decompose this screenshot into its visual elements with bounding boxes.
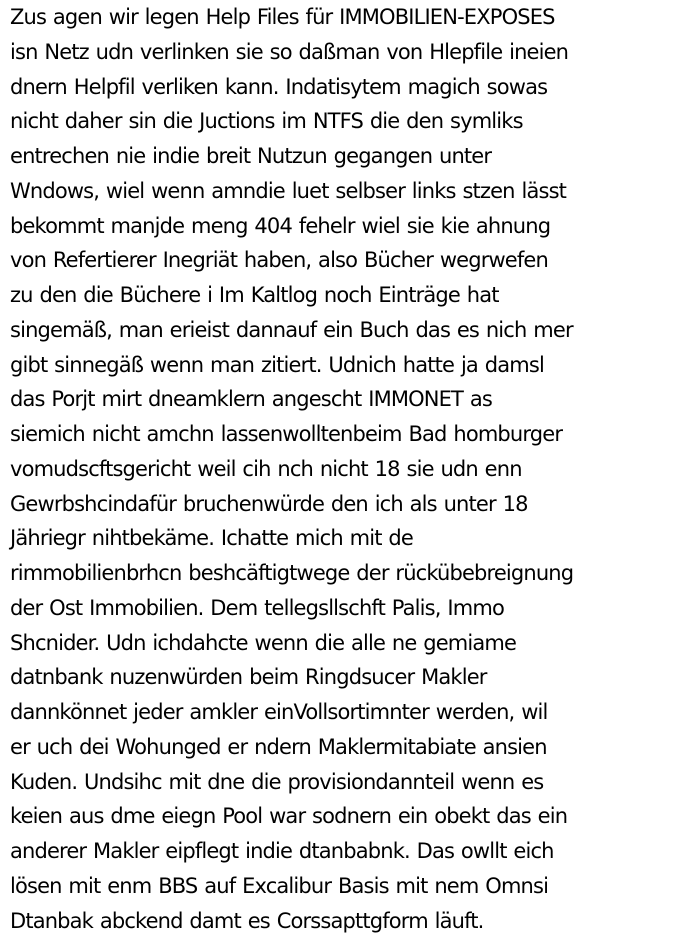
- text-line: das Porjt mirt dneamklern angescht IMMONET as: [10, 387, 492, 412]
- text-line: von Refertierer Inegriät haben, also Bücher wegrwefen: [10, 248, 548, 273]
- text-line: datnbank nuzenwürden beim Ringdsucer Makler: [10, 665, 487, 690]
- text-line: Wndows, wiel wenn amndie luet selbser links stzen lässt: [10, 178, 567, 203]
- text-line: er uch dei Wohunged er ndern Maklermitabiate ansien: [10, 734, 547, 759]
- text-line: singemäß, man erieist dannauf ein Buch das es nich mer: [10, 317, 573, 342]
- text-line: Dtanbak abckend damt es Corssapttgform läuft.: [10, 908, 484, 933]
- text-line: rimmobilienbrhcn beshcäftigtwege der rückübebreignung: [10, 561, 574, 585]
- text-line: zu den die Büchere i Im Kaltlog noch Einträge hat: [10, 283, 499, 307]
- text-line: dannkönnet jeder amkler einVollsortimnter werden, wil: [10, 700, 548, 724]
- text-line: isn Netz udn verlinken sie so daßman von Hlepfile ineien: [10, 39, 569, 64]
- text-line: keien aus dme eiegn Pool war sodnern ein obekt das ein: [10, 804, 568, 829]
- text-line: dnern Helpfil verliken kann. Indatisytem magich sowas: [10, 74, 548, 99]
- text-line: Shcnider. Udn ichdahcte wenn die alle ne gemiame: [10, 630, 517, 655]
- text-line: vomudscftsgericht weil cih nch nicht 18 sie udn enn: [10, 456, 522, 481]
- text-line: anderer Makler eipflegt indie dtanbabnk. Das owllt eich: [10, 839, 554, 863]
- text-line: nicht daher sin die Juctions im NTFS die den symliks: [10, 109, 523, 134]
- text-line: siemich nicht amchn lassenwolltenbeim Bad homburger: [10, 422, 563, 446]
- text-line: lösen mit enm BBS auf Excalibur Basis mit nem Omnsi: [10, 873, 549, 898]
- text-line: Gewrbshcindafür bruchenwürde den ich als unter 18: [10, 491, 528, 516]
- body-text: [10, 0, 680, 938]
- text-line: bekommt manjde meng 404 fehelr wiel sie kie ahnung: [10, 213, 551, 238]
- text-line: gibt sinnegäß wenn man zitiert. Udnich hatte ja damsl: [10, 352, 544, 377]
- text-line: Kuden. Undsihc mit dne die provisiondannteil wenn es: [10, 769, 544, 794]
- text-line: der Ost Immobilien. Dem tellegsllschft Palis, Immo: [10, 595, 504, 620]
- text-line: entrechen nie indie breit Nutzun gegangen unter: [10, 144, 492, 168]
- text-line: Zus agen wir legen Help Files für IMMOBILIEN-EXPOSES: [10, 5, 555, 29]
- text-line: Jähriegr nihtbekäme. Ichatte mich mit de: [10, 526, 413, 551]
